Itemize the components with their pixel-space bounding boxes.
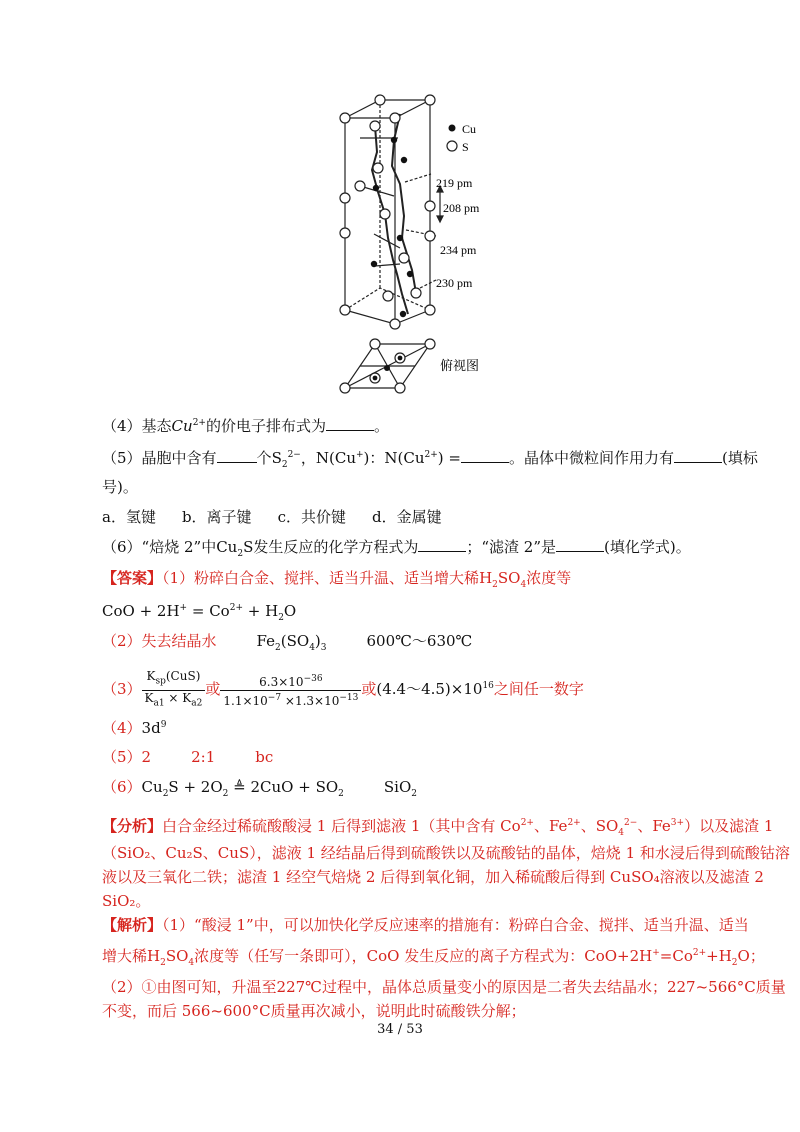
answer-blank[interactable]: [674, 448, 722, 463]
page-number: 34 / 53: [377, 1022, 423, 1037]
analysis-line-3: 液以及三氧化二铁；滤渣 1 经空气焙烧 2 后得到氧化铜，加入稀硫酸后得到 CuSO₄溶液以及滤渣 2: [102, 868, 764, 886]
explanation-line-2: 增大稀$H_2SO_4$浓度等（任写一条即可），CoO 发生反应的离子方程式为：$CoO+2H^+=Co^{2+}+H_2O$；: [102, 947, 765, 968]
question-5: （5）晶胞中含有 个$S_2^{2-}$，N(Cu+)：$N(Cu^{2+})$ = 。晶体中微粒间作用力有 (填标: [102, 449, 758, 470]
analysis-line-1: 【分析】白合金经过稀硫酸酸浸 1 后得到滤液 1（其中含有 $Co^{2+}$、$Fe^{2+}$、$SO_4^{2-}$、$Fe^{3+}$）以及滤渣 1: [102, 817, 774, 838]
fraction-ksp: $\frac{K_{sp}(CuS)}{K_{a1} \times K_{a2}}$: [142, 669, 206, 711]
options: a．氢键 b．离子键 c．共价键 d．金属键: [102, 508, 442, 526]
dim-219: 219 pm: [436, 176, 473, 190]
explanation-line-1: 【解析】（1）“酸浸 1”中，可以加快化学反应速率的措施有：粉碎白合金、搅拌、适当升温、适当: [102, 916, 749, 934]
answer-2: （2）失去结晶水 $Fe_2(SO_4)_3$ 600℃～630℃: [102, 632, 473, 653]
dim-234: 234 pm: [440, 243, 477, 257]
explanation-line-4: 不变，而后 566~600°C质量再次减小，说明此时硫酸铁分解；: [102, 1002, 526, 1020]
dim-230: 230 pm: [436, 276, 473, 290]
answer-1-equation: CoO + $2H^+ = Co^{2+} + H_2O$: [102, 602, 297, 623]
answer-6: $(6)Cu_2S + 2O_2$ ≜ $2CuO + SO_2$ SiO$_2$: [102, 778, 417, 799]
analysis-line-4: SiO₂。: [102, 892, 151, 910]
answer-4: $(4)3d^9$: [102, 719, 167, 737]
answer-blank[interactable]: [326, 416, 374, 431]
answer-1: 【答案】（1）粉碎白合金、搅拌、适当升温、适当增大稀$H_2SO_4$浓度等: [102, 569, 572, 590]
crystal-structure-diagram: [330, 88, 520, 398]
question-6: （6）“焙烧 2”中$Cu_2S$发生反应的化学方程式为 ；“滤渣 2”是 (填化学式)。: [102, 538, 691, 559]
topview-label: 俯视图: [440, 359, 480, 374]
answer-blank[interactable]: [461, 448, 509, 463]
question-4: （4）基态$Cu^{2+}$的价电子排布式为 。: [102, 417, 389, 435]
answer-5: （5）2 2:1 bc: [102, 748, 274, 766]
question-5-cont: 号)。: [102, 478, 138, 496]
answer-blank[interactable]: [556, 537, 604, 552]
analysis-line-2: （SiO₂、Cu₂S、CuS），滤液 1 经结晶后得到硫酸铁以及硫酸钴的晶体，焙烧 1 和水浸后得到硫酸钴溶: [102, 844, 790, 862]
legend-cu: Cu: [462, 122, 477, 136]
crystal-structure-figure: [330, 88, 520, 398]
fraction-values: $\frac{6.3\times 10^{-36}}{1.1\times 10^{-7} \times 1.3\times 10^{-13}}$: [220, 672, 361, 709]
legend-s: S: [462, 140, 469, 154]
answer-blank[interactable]: [217, 448, 257, 463]
dim-208: 208 pm: [443, 201, 480, 215]
answer-3: （3） $\frac{K_{sp}(CuS)}{K_{a1} \times K_{a2}}$ 或 $\frac{6.3\times 10^{-36}}{1.1\times 10^{-7} \times 1.3\times 10^{-13}}$ 或$(4.4\sim 4.5)\times 10^{16}$之间任一数字: [102, 668, 584, 711]
explanation-line-3: （2）①由图可知，升温至227℃过程中，晶体总质量变小的原因是二者失去结晶水；227~566°C质量: [102, 978, 786, 996]
answer-blank[interactable]: [418, 537, 466, 552]
